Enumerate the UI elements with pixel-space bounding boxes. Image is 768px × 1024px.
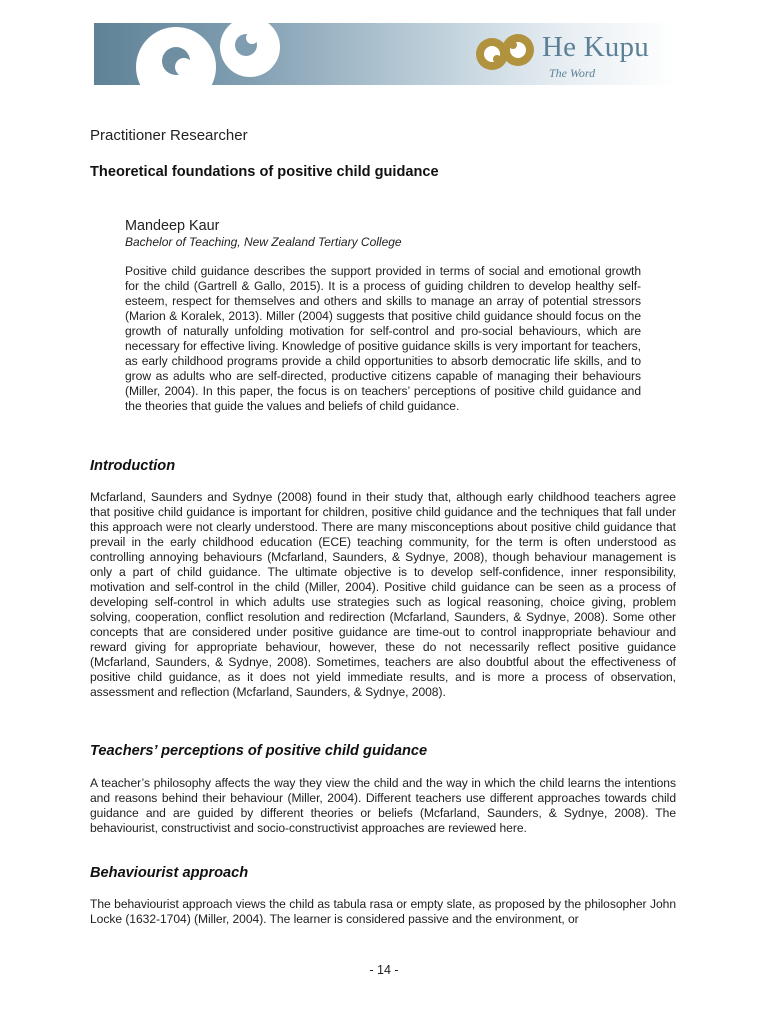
abstract-paragraph: Positive child guidance describes the support provided in terms of social and emotional growth for the child (Gartrell & Gallo, 2015). It is a process of guiding children to develop healthy self-esteem, respect for themselves and others and skills to manage an array of potential stressors (Marion & Koralek, 2013). Miller (2004) suggests that positive child guidance should focus on the growth of naturally unfolding motivation for self-control and pro-social behaviours, which are necessary for effective living. Knowledge of positive guidance skills is very important for teachers, as early childhood programs provide a child opportunities to absorb democratic life skills, and to grow as adults who are self-directed, productive citizens capable of managing their behaviours (Miller, 2004). In this paper, the focus is on teachers’ perceptions of positive child guidance and the theories that guide the values and beliefs of child guidance. (125, 264, 641, 413)
behaviourist-paragraph: The behaviourist approach views the child as tabula rasa or empty slate, as proposed by the philosopher John Locke (1632-1704) (Miller, 2004). The learner is considered passive and the environment, or (90, 897, 676, 926)
he-kupu-logo (472, 28, 682, 84)
page-number: - 14 - (369, 963, 399, 977)
logo-mark-icon (472, 30, 538, 74)
introduction-paragraph: Mcfarland, Saunders and Sydnye (2008) found in their study that, although early childhood teachers agree that positive child guidance is important for children, positive child guidance and the techniques that fall under this approach were not clearly understood. There are many misconceptions about positive child guidance that prevail in the early childhood education (ECE) teaching community, for the term is often understood as controlling annoying behaviours (Mcfarland, Saunders, & Sydnye, 2008), though behaviour management is only a part of child guidance. The ultimate objective is to develop self-confidence, inner responsibility, motivation and self-control in the child (Miller, 2004). Positive child guidance can be seen as a process of developing self-control in which adults use strategies such as logical reasoning, choice giving, problem solving, cooperation, conflict resolution and redirection (Mcfarland, Saunders, & Sydnye, 2008). Some other concepts that are considered under positive guidance are time-out to control inappropriate behaviour and reward giving for appropriate behaviour, however, these do not necessarily reflect positive guidance (Mcfarland, Saunders, & Sydnye, 2008). Sometimes, teachers are also doubtful about the effectiveness of positive child guidance, as it does not yield immediate results, and is more a process of observation, assessment and reflection (Mcfarland, Saunders, & Sydnye, 2008). (90, 490, 676, 699)
heading-teachers-perceptions: Teachers’ perceptions of positive child guidance (90, 743, 428, 759)
logo-name: He Kupu (542, 31, 649, 63)
author-name: Mandeep Kaur (125, 218, 220, 234)
article-title: Theoretical foundations of positive child guidance (90, 164, 439, 180)
section-label: Practitioner Researcher (90, 127, 248, 144)
heading-behaviourist-approach: Behaviourist approach (90, 865, 249, 881)
logo-tagline: The Word (549, 66, 596, 80)
teachers-perceptions-paragraph: A teacher’s philosophy affects the way they view the child and the way in which the child learns the intentions and reasons behind their behaviour (Miller, 2004). Different teachers use different approaches towards child guidance and are guided by different theories or beliefs (Mcfarland, Saunders, & Sydnye, 2008). The behaviourist, constructivist and socio-constructivist approaches are reviewed here. (90, 776, 676, 835)
author-affiliation: Bachelor of Teaching, New Zealand Tertiary College (125, 235, 402, 249)
heading-introduction: Introduction (90, 458, 176, 474)
